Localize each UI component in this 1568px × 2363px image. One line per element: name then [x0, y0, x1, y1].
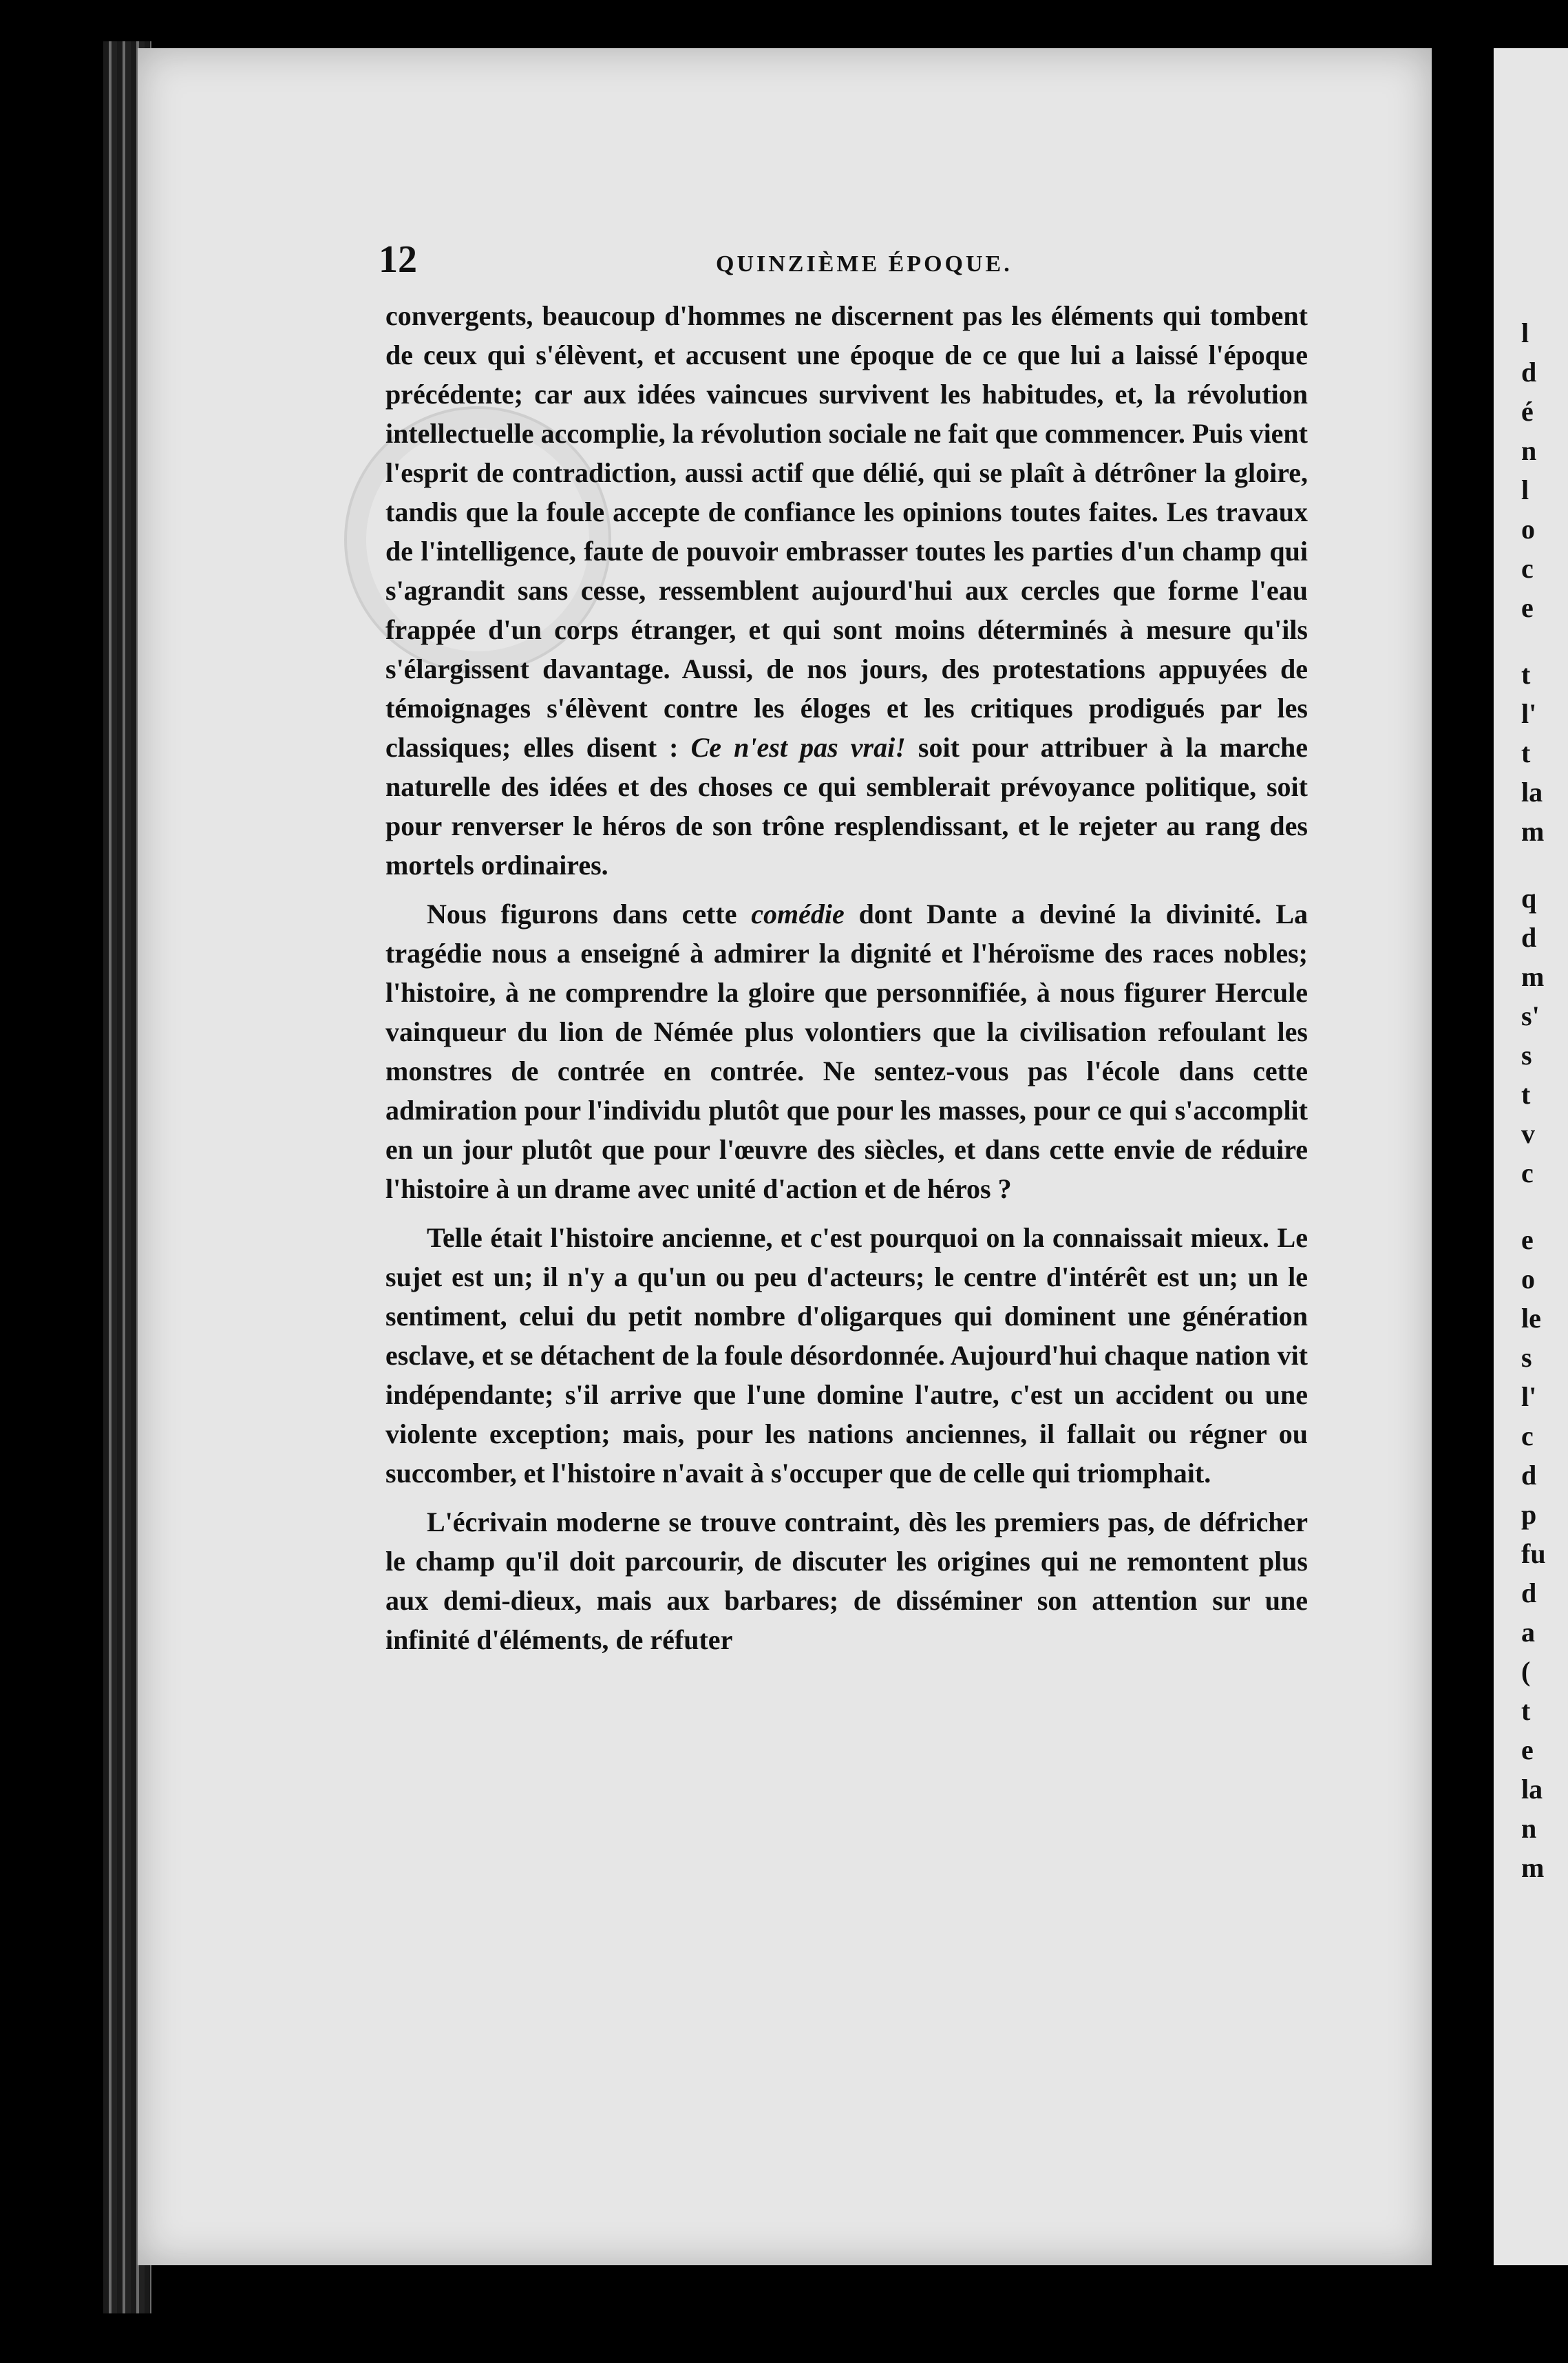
- facing-fragment: m: [1521, 961, 1545, 992]
- running-head: QUINZIÈME ÉPOQUE.: [716, 251, 1013, 277]
- paragraph-4: L'écrivain moderne se trouve contraint, dès les premiers pas, de défricher le champ qu'il doit parcourir, de discuter les origines qui ne remontent plus aux demi-dieux, mais aux barbares; de disséminer son attention sur une infinité d'éléments, de réfuter: [385, 1506, 1308, 1655]
- facing-fragment: [1521, 851, 1568, 879]
- facing-fragment: d: [1521, 922, 1537, 953]
- facing-fragment: s: [1521, 1040, 1532, 1071]
- facing-fragment: q: [1521, 883, 1537, 914]
- paragraph-1: [385, 296, 1308, 885]
- facing-fragment: v: [1521, 1118, 1535, 1149]
- facing-page-fragments: [1521, 313, 1568, 1887]
- facing-fragment: m: [1521, 1852, 1545, 1883]
- facing-fragment: l: [1521, 317, 1529, 348]
- facing-fragment: l': [1521, 698, 1537, 729]
- facing-fragment: l': [1521, 1381, 1537, 1412]
- facing-fragment: la: [1521, 777, 1543, 808]
- facing-fragment: c: [1521, 1157, 1534, 1188]
- paragraph-3: Telle était l'histoire ancienne, et c'est pourquoi on la connaissait mieux. Le sujet est un; il n'y a qu'un ou peu d'acteurs; le centre d'intérêt est un; un le sentiment, celui du petit nombre d'oligarques qui dominent une génération esclave, et se détachent de la foule désordonnée. Aujourd'hui chaque nation vit indépendante; s'il arrive que l'une domine l'autre, c'est un accident ou une violente exception; mais, pour les nations anciennes, il fallait ou régner ou succomber, et l'histoire n'avait à s'occuper que de celle qui triomphait.: [385, 1222, 1308, 1489]
- facing-fragment: m: [1521, 816, 1545, 847]
- page-number: 12: [379, 238, 417, 281]
- facing-fragment: e: [1521, 1734, 1534, 1765]
- facing-fragment: s: [1521, 1342, 1532, 1373]
- facing-fragment: s': [1521, 1000, 1540, 1031]
- paragraph-2-rest: dont Dante a deviné la divinité. La tragédie nous a enseigné à admirer la dignité et l'héroïsme des races nobles; l'histoire, à ne comprendre la gloire que personnifiée, à nous figurer Hercule vainqueur du lion de Némée plus volontiers que la civilisation refoulant les monstres de contrée en contrée. Ne sentez-vous pas l'école dans cette admiration pour l'individu plutôt que pour les masses, pour ce qui s'accomplit en un jour plutôt que pour l'œuvre des siècles, et dans cette envie de réduire l'histoire à un drame avec unité d'action et de héros ?: [385, 899, 1309, 1204]
- facing-fragment: d: [1521, 1460, 1537, 1491]
- facing-fragment: (: [1521, 1656, 1531, 1687]
- facing-fragment: p: [1521, 1499, 1537, 1530]
- paragraph-1-italic: Ce n'est pas vrai!: [690, 732, 906, 763]
- facing-fragment: o: [1521, 514, 1535, 545]
- paragraph-2-start: Nous figurons dans cette: [427, 899, 737, 930]
- facing-fragment: l: [1521, 474, 1529, 505]
- facing-fragment: t: [1521, 737, 1531, 768]
- facing-fragment: la: [1521, 1774, 1543, 1805]
- facing-fragment: t: [1521, 1695, 1531, 1726]
- facing-fragment: o: [1521, 1263, 1535, 1294]
- page-header: [379, 238, 1315, 293]
- facing-fragment: t: [1521, 1079, 1531, 1110]
- body-text: [385, 296, 1308, 1659]
- facing-fragment: t: [1521, 659, 1531, 690]
- paragraph-1-text: convergents, beaucoup d'hommes ne discernent pas les éléments qui tombent de ceux qui s'élèvent, et accusent une époque de ce que lui a laissé l'époque précédente; car aux idées vaincues survivent les habitudes, et, la révolution intellectuelle accomplie, la révolution sociale ne fait que commencer. Puis vient l'esprit de contradiction, aussi actif que délié, qui se plaît à détrôner la gloire, tandis que la foule accepte de confiance les opinions toutes faites. Les travaux de l'intelligence, faute de pouvoir embrasser toutes les parties d'un champ qui s'agrandit sans cesse, ressemblent aujourd'hui aux cercles que forme l'eau frappée d'un corps étranger, et qui sont moins déterminés à mesure qu'ils s'élargissent davantage. Aussi, de nos jours, des protestations appuyées de témoignages s'élèvent contre les éloges et les critiques prodigués par les classiques; elles disent :: [385, 300, 1308, 763]
- paragraph-2: [385, 894, 1308, 1208]
- facing-fragment: n: [1521, 1813, 1537, 1844]
- facing-fragment: le: [1521, 1303, 1541, 1334]
- facing-fragment: [1521, 1193, 1568, 1220]
- facing-fragment: e: [1521, 1224, 1534, 1255]
- facing-fragment: a: [1521, 1617, 1535, 1648]
- paragraph-2-italic: comédie: [751, 899, 845, 930]
- facing-fragment: n: [1521, 435, 1537, 466]
- facing-fragment: fu: [1521, 1538, 1546, 1569]
- facing-fragment: c: [1521, 1420, 1534, 1451]
- facing-fragment: c: [1521, 553, 1534, 584]
- facing-fragment: d: [1521, 1577, 1537, 1608]
- facing-fragment: é: [1521, 396, 1534, 427]
- paragraph-1-end: soit pour attribuer à la marche naturelle des idées et des choses ce qui semblerait prévoyance politique, soit pour renverser le héros de son trône resplendissant, et le rejeter au rang des mortels ordinaires.: [385, 732, 1309, 881]
- facing-fragment: d: [1521, 357, 1537, 388]
- facing-fragment: e: [1521, 592, 1534, 623]
- facing-fragment: [1521, 627, 1568, 655]
